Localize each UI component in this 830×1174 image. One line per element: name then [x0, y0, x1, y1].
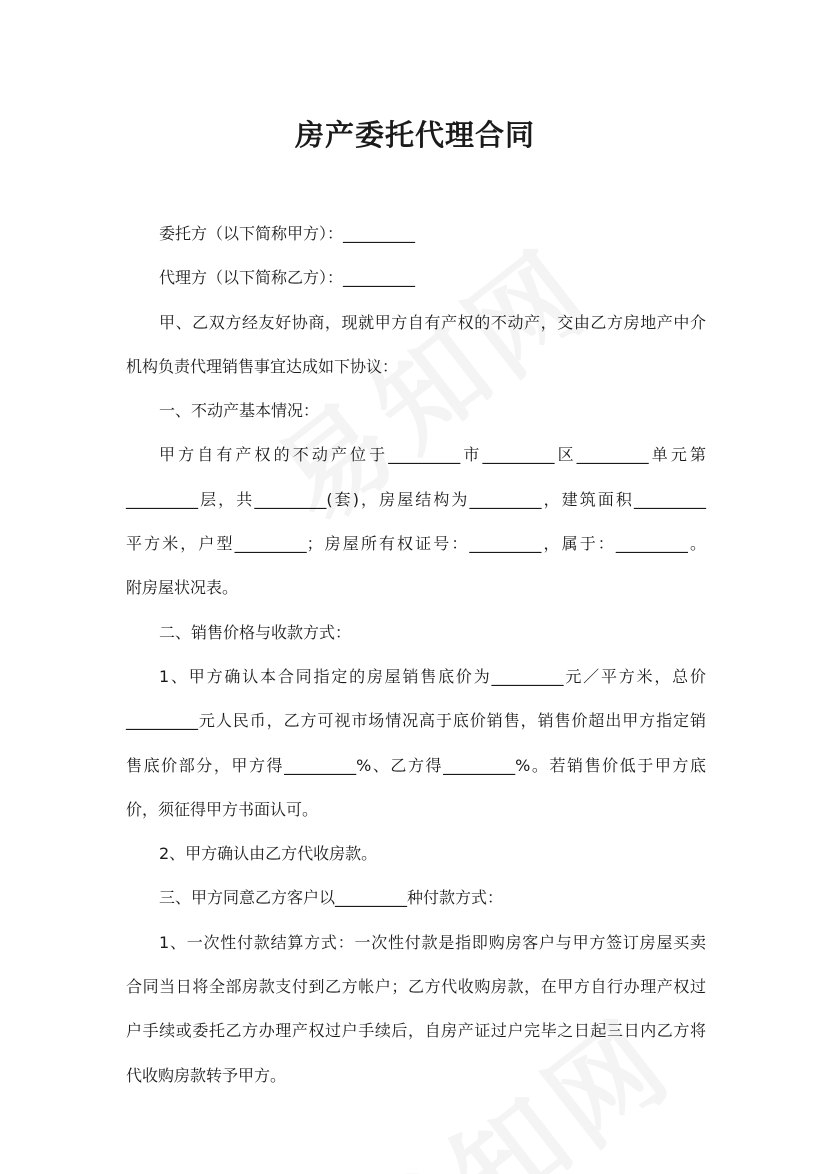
paragraph-line: _________层，共_________(套)，房屋结构为_________，建筑面积_________ — [126, 489, 706, 509]
paragraph-line: 附房屋状况表。 — [126, 578, 239, 598]
party-b-line: 代理方（以下简称乙方）：_________ — [159, 268, 416, 288]
paragraph-line: 甲方自有产权的不动产位于_________市_________区_________单元第 — [159, 445, 706, 465]
section-heading: 三、甲方同意乙方客户以_________种付款方式： — [159, 888, 504, 908]
paragraph-line: 合同当日将全部房款支付到乙方帐户；乙方代收购房款，在甲方自行办理产权过 — [126, 977, 706, 997]
section-heading: 二、销售价格与收款方式： — [159, 622, 352, 642]
paragraph-line: 2、甲方确认由乙方代收房款。 — [159, 844, 378, 864]
paragraph-line: 价，须征得甲方书面认可。 — [126, 799, 319, 819]
document-title: 房产委托代理合同 — [294, 118, 535, 152]
document-body — [126, 219, 706, 1105]
paragraph-line: 1、甲方确认本合同指定的房屋销售底价为_________元／平方米，总价 — [159, 666, 706, 686]
paragraph-line: 甲、乙双方经友好协商，现就甲方自有产权的不动产，交由乙方房地产中介 — [159, 312, 706, 332]
paragraph-line: 平方米，户型_________；房屋所有权证号：_________，属于：_________。 — [126, 534, 706, 554]
paragraph-line: 户手续或委托乙方办理产权过户手续后，自房产证过户完毕之日起三日内乙方将 — [126, 1021, 706, 1041]
section-heading: 一、不动产基本情况： — [159, 401, 320, 421]
paragraph-line: 售底价部分，甲方得_________%、乙方得_________%。若销售价低于甲方底 — [126, 755, 706, 775]
paragraph-line: 机构负责代理销售事宜达成如下协议： — [126, 356, 399, 376]
paragraph-line: 1、一次性付款结算方式：一次性付款是指即购房客户与甲方签订房屋买卖 — [159, 932, 706, 952]
paragraph-line: _________元人民币，乙方可视市场情况高于底价销售，销售价超出甲方指定销 — [126, 711, 706, 731]
paragraph-line: 代收购房款转予甲方。 — [126, 1065, 287, 1085]
party-a-line: 委托方（以下简称甲方）：_________ — [159, 224, 416, 243]
